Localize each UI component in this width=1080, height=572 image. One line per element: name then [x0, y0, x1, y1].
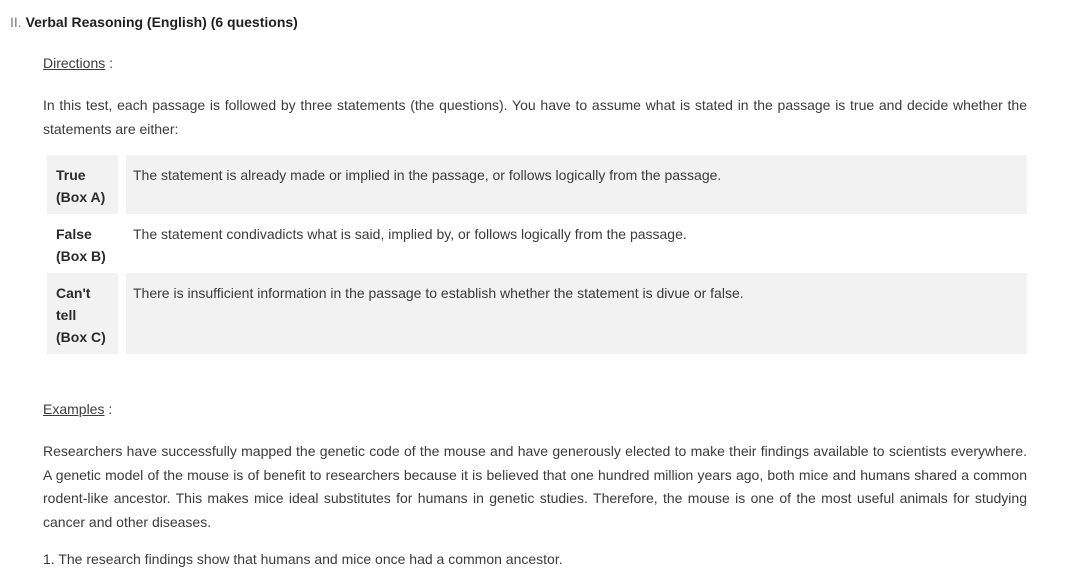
option-description: There is insufficient information in the passage to establish whether the statement is divue or false.	[126, 273, 1027, 354]
option-box: (Box B)	[56, 248, 106, 264]
section-number: II.	[10, 14, 22, 30]
option-label: Can't tell	[56, 285, 91, 323]
directions-label: Directions	[43, 55, 106, 71]
option-label-cell	[47, 214, 118, 273]
example-passage: Researchers have successfully mapped the genetic code of the mouse and have generously elected to make their findings available to scientists everywhere. A genetic model of the mouse is of benefit to researchers because it is believed that one hundred million years ago, both mice and humans shared a common rodent-like ancestor. This makes mice ideal substitutes for humans in genetic studies. Therefore, the mouse is one of the most useful animals for studying cancer and other diseases.	[43, 443, 1027, 530]
examples-line	[43, 400, 1027, 419]
option-label-cell	[47, 155, 118, 214]
option-label: False	[56, 226, 92, 242]
cell-gap	[118, 214, 126, 273]
option-label: True	[56, 167, 86, 183]
option-description: The statement is already made or implied in the passage, or follows logically from the passage.	[126, 155, 1027, 214]
examples-label: Examples	[43, 401, 105, 417]
option-row-false	[47, 214, 1027, 273]
option-box: (Box A)	[56, 189, 106, 205]
option-row-true	[47, 155, 1027, 214]
section-title: Verbal Reasoning (English) (6 questions)	[25, 14, 298, 30]
intro-paragraph: In this test, each passage is followed by three statements (the questions). You have to assume what is stated in the passage is true and decide whether the statements are either:	[43, 97, 1027, 137]
option-description: The statement condivadicts what is said, implied by, or follows logically from the passage.	[133, 226, 687, 242]
section-body	[43, 54, 1027, 572]
examples-colon: :	[104, 401, 113, 417]
question-1: 1. The research findings show that humans and mice once had a common ancestor.	[43, 551, 563, 567]
option-row-cant-tell	[47, 273, 1027, 354]
option-box: (Box C)	[56, 329, 106, 345]
options-table	[47, 155, 1027, 354]
directions-line	[43, 54, 1027, 73]
cell-gap	[118, 273, 126, 354]
cell-gap	[118, 155, 126, 214]
option-label-cell	[47, 273, 118, 354]
section-heading	[10, 13, 1027, 32]
directions-colon: :	[105, 55, 114, 71]
